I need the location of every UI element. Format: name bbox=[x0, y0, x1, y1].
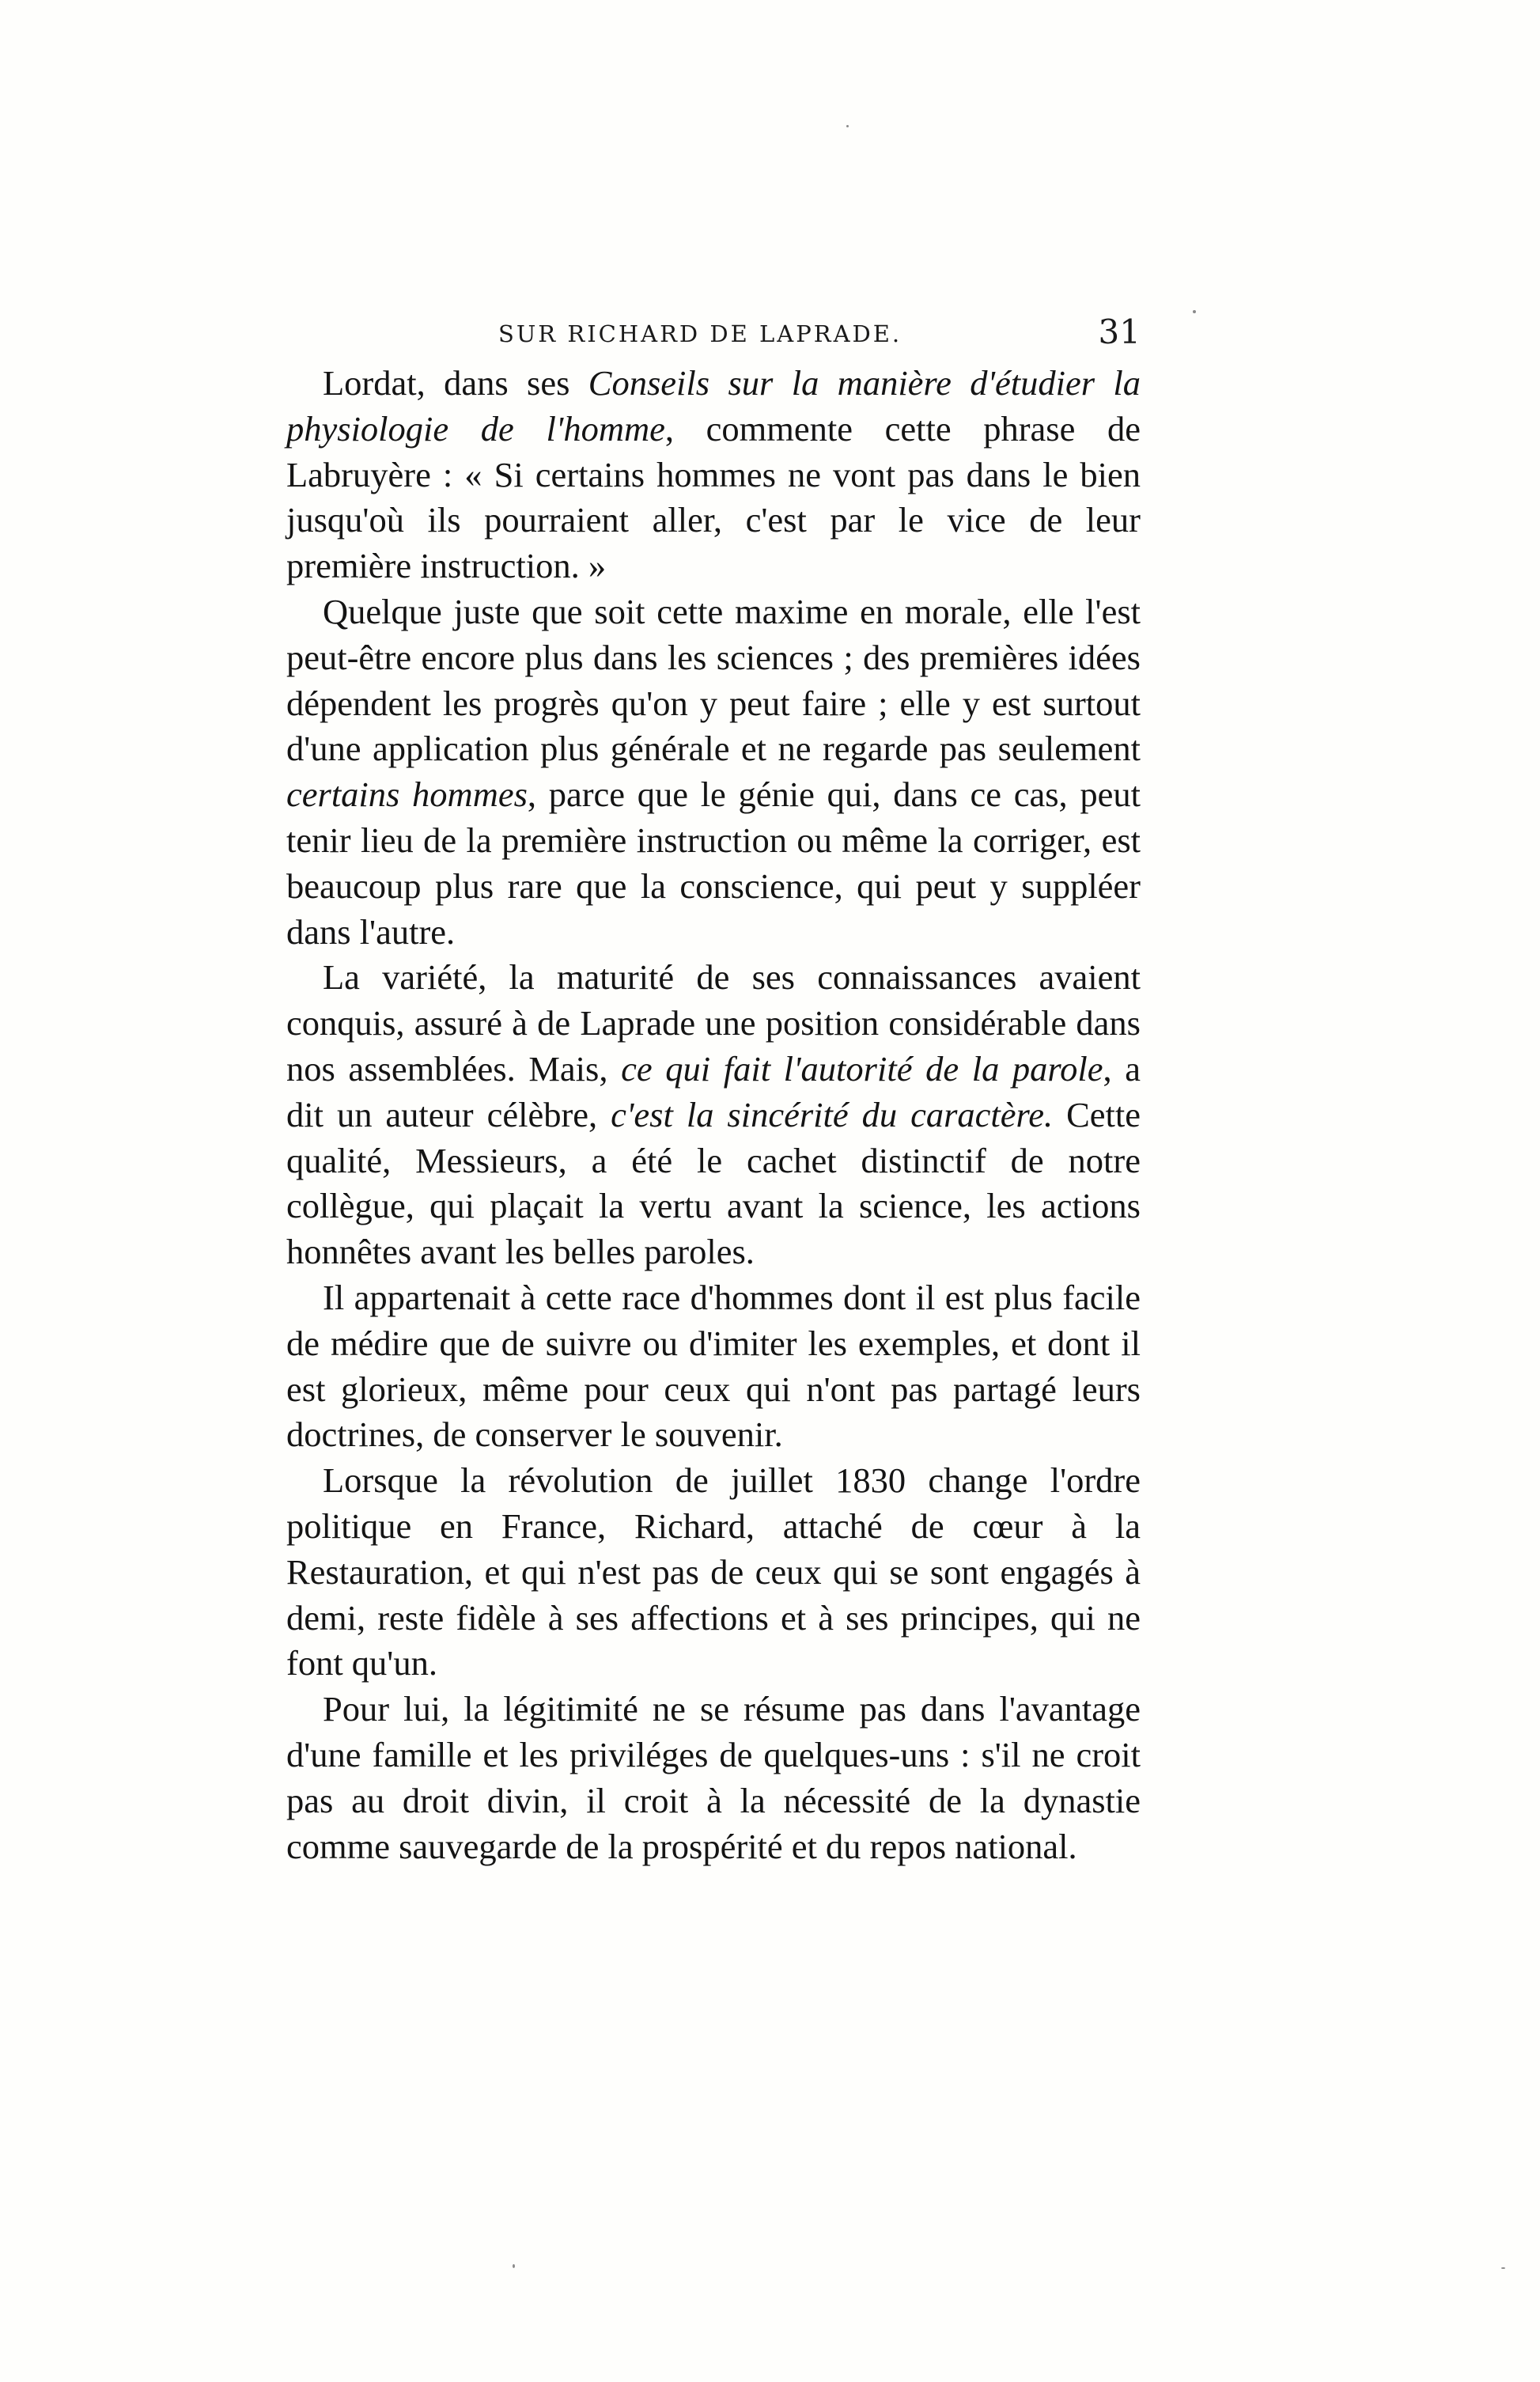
paragraph bbox=[286, 1458, 1141, 1687]
text-run: Cette qualité, Messieurs, a été le cachet distinctif de notre collègue, qui plaçait la vertu avant la science, les actions honnêtes avant les belles paroles. bbox=[286, 1094, 1141, 1272]
text-run: Il appartenait à cette race d'hommes dont il est plus facile de médire que de suivre ou d'imiter les exemples, et dont il est glorieux, même pour ceux qui n'ont pas partagé leurs doctrines, de conserver le souvenir. bbox=[286, 1277, 1141, 1455]
paragraph bbox=[286, 955, 1141, 1275]
text-run: , commente cette phrase de Labruyère : « Si certains hommes ne vont pas dans le bien jusqu'où ils pourraient aller, c'est par le vice de leur première instruction. » bbox=[286, 408, 1141, 586]
paragraph bbox=[286, 1687, 1141, 1869]
text-run: , a dit un auteur célèbre, bbox=[286, 1048, 1141, 1134]
running-title: SUR RICHARD DE LAPRADE. bbox=[498, 320, 902, 347]
paper-speck bbox=[1501, 2267, 1505, 2269]
italic-quote: c'est la sincérité du caractère. bbox=[611, 1094, 1054, 1134]
italic-quote: ce qui fait l'autorité de la parole bbox=[621, 1048, 1103, 1089]
paragraph bbox=[286, 361, 1141, 589]
body-text bbox=[286, 361, 1141, 1869]
text-run: Quelque juste que soit cette maxime en morale, elle l'est peut-être encore plus dans les sciences ; des premières idées dépendent les progrès qu'on y peut faire ; elle y est surtout d'une application plus générale et ne regarde pas seulement bbox=[286, 591, 1141, 769]
italic-phrase: certains hommes bbox=[286, 774, 528, 815]
text-run: Pour lui, la légitimité ne se résume pas dans l'avantage d'une famille et les priviléges de quelques-uns : s'il ne croit pas au droit divin, il croit à la nécessité de la dynastie comme sauvegarde de la prospérité et du repos national. bbox=[286, 1689, 1141, 1866]
text-run: Lordat, dans ses bbox=[323, 363, 588, 403]
page-header bbox=[286, 312, 1141, 360]
text-run: Lorsque la révolution de juillet 1830 change l'ordre politique en France, Richard, attaché de cœur à la Restauration, et qui n'est pas de ceux qui se sont engagés à demi, reste fidèle à ses affections et à ses principes, qui ne font qu'un. bbox=[286, 1460, 1141, 1683]
text-run: , parce que le génie qui, dans ce cas, peut tenir lieu de la première instruction ou même la corriger, est beaucoup plus rare que la conscience, qui peut y suppléer dans l'autre. bbox=[286, 774, 1141, 952]
paper-speck bbox=[1193, 310, 1196, 313]
italic-title: Conseils sur la manière d'étudier la physiologie de l'homme bbox=[286, 363, 1141, 449]
paper-speck bbox=[846, 125, 849, 127]
text-run: La variété, la maturité de ses connaissances avaient conquis, assuré à de Laprade une position considérable dans nos assemblées. Mais, bbox=[286, 957, 1141, 1089]
page-number: 31 bbox=[1098, 312, 1141, 351]
paragraph bbox=[286, 589, 1141, 955]
paragraph bbox=[286, 1275, 1141, 1458]
paper-speck bbox=[513, 2264, 515, 2268]
